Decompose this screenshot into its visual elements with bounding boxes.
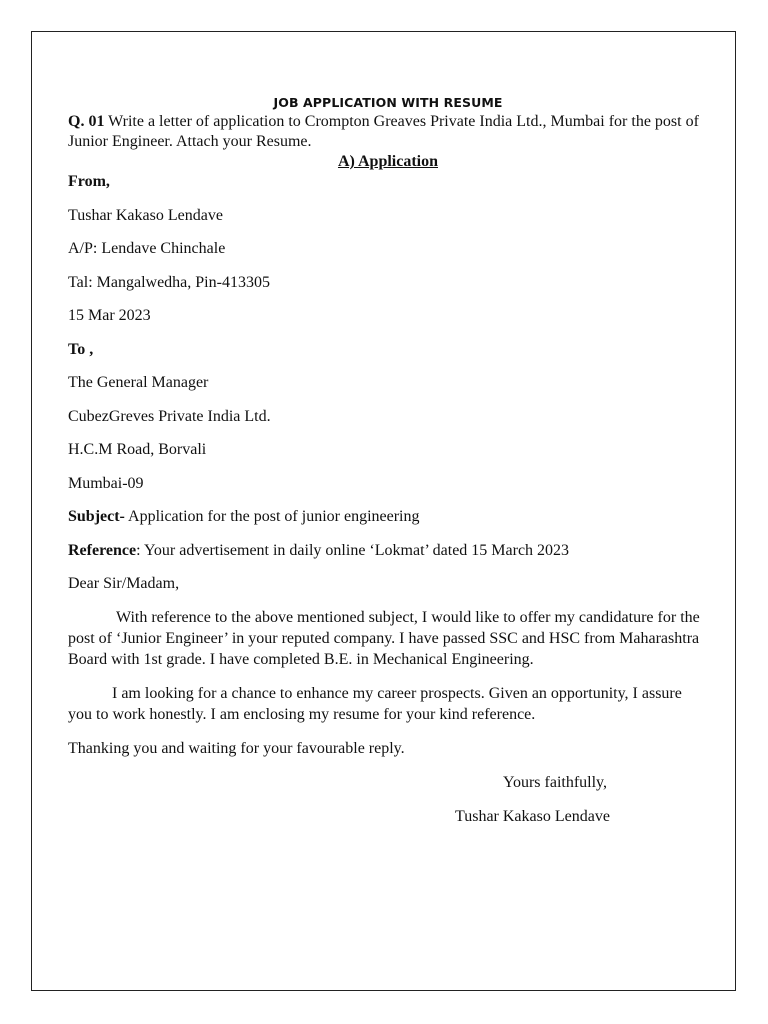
letter-content bbox=[68, 94, 708, 827]
from-label-text: From, bbox=[68, 173, 110, 190]
question-number: Q. 01 bbox=[68, 113, 105, 130]
recipient-title: The General Manager bbox=[68, 374, 209, 391]
to-label bbox=[68, 340, 708, 360]
sender-address-line1: A/P: Lendave Chinchale bbox=[68, 240, 226, 257]
question-body: Write a letter of application to Crompton Greaves Private India Ltd., Mumbai for the post of Junior Engineer. Attach your Resume. bbox=[68, 113, 699, 150]
signature: Tushar Kakaso Lendave bbox=[455, 808, 610, 825]
section-title: A) Application bbox=[337, 153, 438, 170]
document-heading: JOB APPLICATION WITH RESUME bbox=[273, 95, 503, 110]
to-label-text: To , bbox=[68, 340, 94, 358]
sender-name: Tushar Kakaso Lendave bbox=[68, 206, 223, 224]
reference-line bbox=[68, 541, 708, 561]
from-label bbox=[68, 172, 708, 192]
reference-label: Reference bbox=[68, 541, 137, 559]
reference-text: : Your advertisement in daily online ‘Lokmat’ dated 15 March 2023 bbox=[136, 541, 570, 559]
body-paragraph-2: I am looking for a chance to enhance my career prospects. Given an opportunity, I assure you to work honestly. I am enclosing my resume for your kind reference. bbox=[68, 685, 682, 723]
sender-address-line2: Tal: Mangalwedha, Pin-413305 bbox=[68, 273, 270, 291]
recipient-city: Mumbai-09 bbox=[68, 474, 144, 492]
letter-date: 15 Mar 2023 bbox=[68, 307, 151, 324]
question-text bbox=[68, 112, 708, 152]
subject-label: Subject- bbox=[68, 508, 125, 525]
recipient-road: H.C.M Road, Borvali bbox=[68, 441, 207, 458]
closing-line: Yours faithfully, bbox=[503, 774, 608, 791]
thanks-line: Thanking you and waiting for your favourable reply. bbox=[68, 740, 405, 757]
subject-text: Application for the post of junior engineering bbox=[124, 508, 420, 525]
salutation: Dear Sir/Madam, bbox=[68, 575, 180, 592]
document-page bbox=[31, 31, 736, 991]
recipient-company: CubezGreves Private India Ltd. bbox=[68, 407, 271, 425]
body-paragraph-1: With reference to the above mentioned subject, I would like to offer my candidature for the post of ‘Junior Engineer’ in your reputed company. I have passed SSC and HSC from Maharashtra Board with 1st grade. I have completed B.E. in Mechanical Engineering. bbox=[68, 609, 700, 668]
subject-line bbox=[68, 507, 708, 527]
